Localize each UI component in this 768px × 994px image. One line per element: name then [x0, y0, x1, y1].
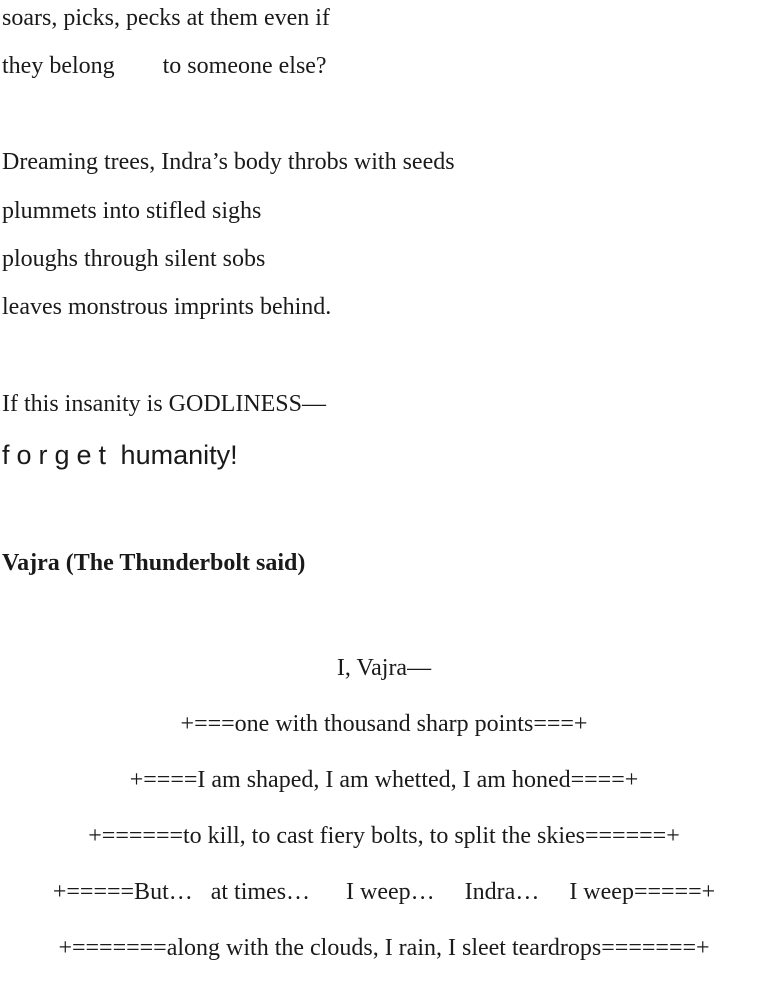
poem-line: leaves monstrous imprints behind.: [2, 294, 332, 320]
poem-line: If this insanity is GODLINESS—: [2, 391, 326, 417]
centered-line: +=======along with the clouds, I rain, I sleet teardrops=======+: [58, 935, 710, 961]
poem-line: plummets into stifled sighs: [2, 198, 262, 224]
poem-line-spaced: [2, 440, 238, 470]
poem-line: soars, picks, pecks at them even if: [2, 5, 330, 31]
centered-line: +===one with thousand sharp points===+: [180, 711, 588, 737]
poem-line: they belong to someone else?: [2, 53, 327, 79]
centered-line: +=====But… at times… I weep… Indra… I weep=====+: [52, 879, 716, 905]
poem-line-rest: humanity!: [113, 440, 238, 470]
poem-line: ploughs through silent sobs: [2, 246, 266, 272]
centered-line: +====I am shaped, I am whetted, I am honed====+: [129, 767, 639, 793]
spaced-word: forget: [2, 440, 114, 470]
section-title: Vajra (The Thunderbolt said): [2, 550, 306, 576]
centered-line: I, Vajra—: [336, 655, 432, 681]
centered-line: +======to kill, to cast fiery bolts, to split the skies======+: [88, 823, 680, 849]
poem-line: Dreaming trees, Indra’s body throbs with seeds: [2, 149, 455, 175]
